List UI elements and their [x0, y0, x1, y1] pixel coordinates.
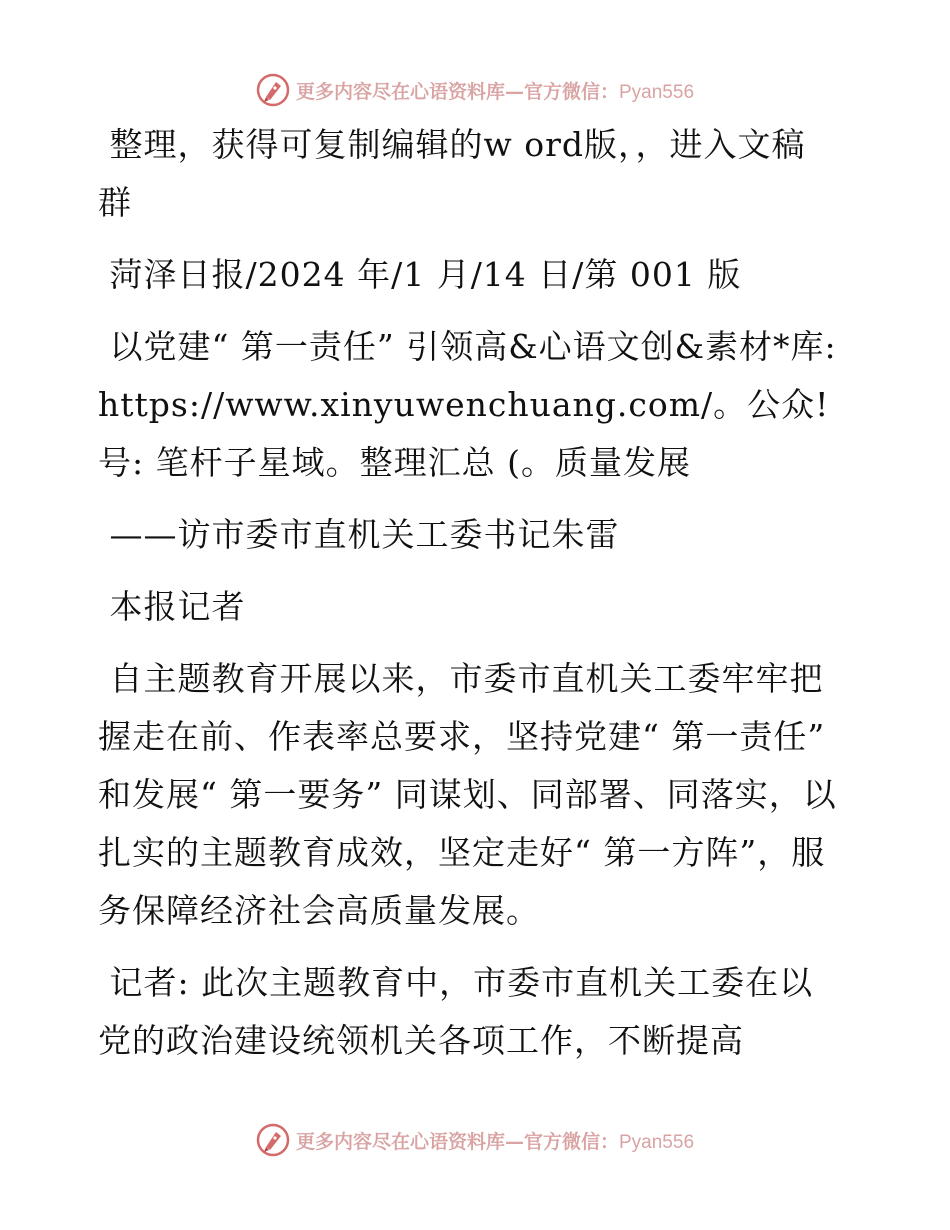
article-subtitle: ——访市委市直机关工委书记朱雷 [98, 515, 620, 554]
body-paragraph: 自主题教育开展以来，市委市直机关工委牢牢把握走在前、作表率总要求，坚持党建“ 第一责任” 和发展“ 第一要务” 同谋划、同部署、同落实，以扎实的主题教育成效，坚定走好“ 第一方阵”，服务保障经济社会高质量发展。 [98, 659, 837, 930]
watermark-text: 更多内容尽在心语资料库—官方微信：Pyan556 [295, 1130, 695, 1153]
wechat-id: Pyan556 [619, 1131, 695, 1153]
document-body [98, 116, 849, 1070]
intro-line: 整理，获得可复制编辑的w ord版，，进入文稿群 [98, 125, 806, 222]
article-title: 以党建“ 第一责任” 引领高&心语文创&素材*库: https://www.xinyuwenchuang.com/。公众!号: 笔杆子星域。整理汇总 (。质量发展 [98, 327, 849, 482]
footer-watermark-banner [0, 1120, 950, 1160]
pen-nib-circle-icon [256, 1123, 290, 1157]
byline: 本报记者 [98, 587, 246, 626]
pen-nib-circle-icon [256, 73, 290, 107]
header-watermark-banner [0, 70, 950, 110]
watermark-text: 更多内容尽在心语资料库—官方微信：Pyan556 [295, 80, 695, 103]
newspaper-source: 菏泽日报/2024 年/1 月/14 日/第 001 版 [98, 255, 742, 294]
body-paragraph-question: 记者: 此次主题教育中，市委市直机关工委在以党的政治建设统领机关各项工作，不断提高 [98, 963, 814, 1060]
wechat-id: Pyan556 [619, 81, 695, 103]
